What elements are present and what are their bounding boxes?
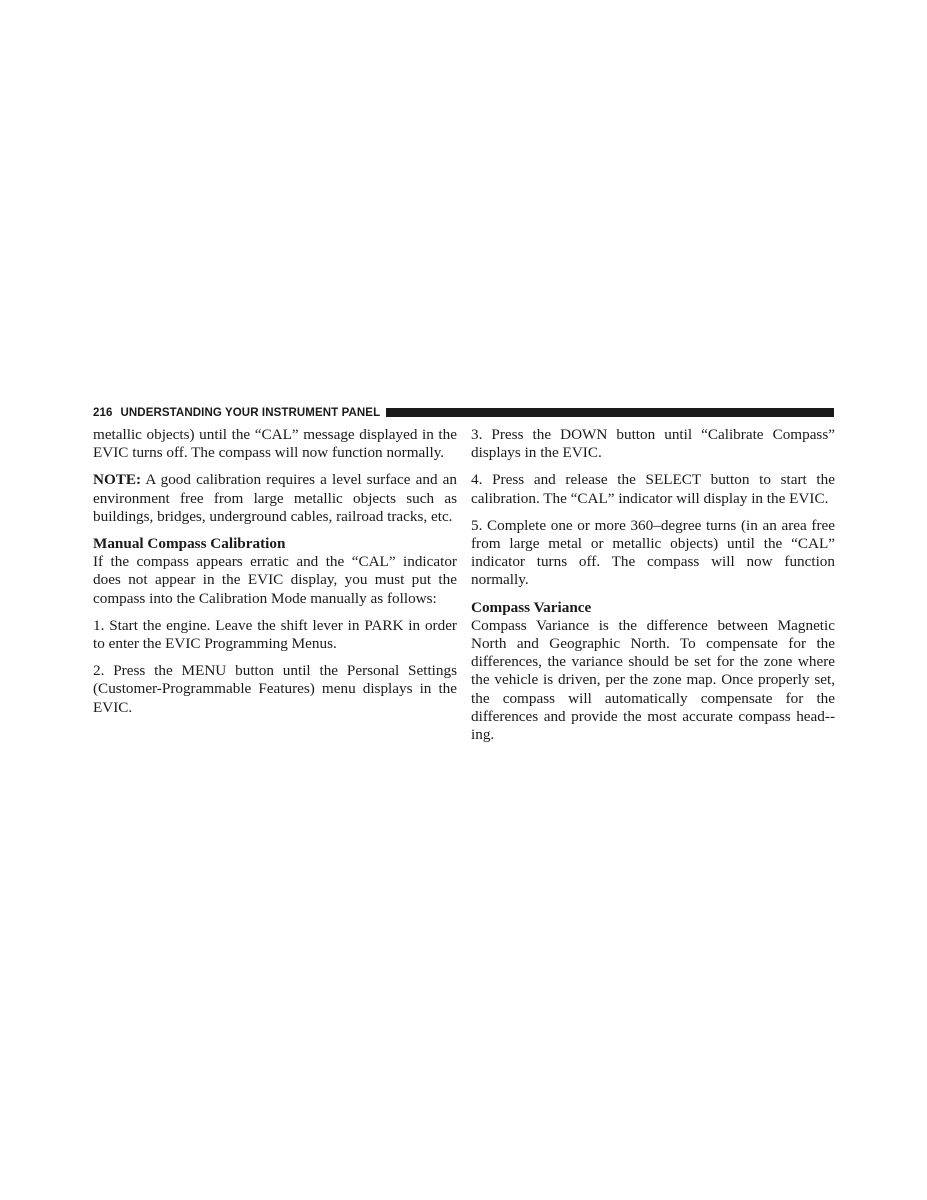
chapter-title: UNDERSTANDING YOUR INSTRUMENT PANEL (120, 406, 381, 419)
note-label: NOTE: (93, 471, 142, 489)
note-text: A good calibration requires a level surface and an environment free from large metallic objects such as buildings, bridges, underground cables, railroad tracks, etc. (93, 471, 457, 525)
right-column (471, 426, 835, 753)
step-2: 2. Press the MENU button until the Personal Settings (Customer-Programmable Features) menu displays in the EVIC. (93, 662, 457, 716)
step-3: 3. Press the DOWN button until “Calibrate Compass” displays in the EVIC. (471, 426, 835, 462)
note-paragraph (93, 471, 457, 526)
section-heading-compass-variance: Compass Variance (471, 598, 592, 616)
left-column (93, 426, 457, 726)
step-1: 1. Start the engine. Leave the shift lever in PARK in order to enter the EVIC Programming Menus. (93, 616, 457, 653)
step-5: 5. Complete one or more 360–degree turns (in an area free from large metal or metallic objects) until the “CAL” indicator turns off. The compass will now function normally. (471, 516, 835, 589)
paragraph-compass-variance: Compass Variance is the difference between Magnetic North and Geographic North. To compensate for the differences, the variance should be set for the zone where the vehicle is driven, per the zone map. Once properly set, the compass will automatically compensate for the differences and provide the most accurate compass head-ing. (471, 616, 835, 744)
page-number: 216 (93, 406, 113, 419)
page-header (93, 405, 834, 420)
header-rule (386, 408, 834, 417)
paragraph-manual-calibration: If the compass appears erratic and the “CAL” indicator does not appear in the EVIC display, you must put the compass into the Calibration Mode manually as follows: (93, 553, 457, 607)
section-heading-manual-calibration: Manual Compass Calibration (93, 535, 286, 553)
step-4: 4. Press and release the SELECT button to start the calibration. The “CAL” indicator will display in the EVIC. (471, 471, 835, 507)
paragraph-continuation: metallic objects) until the “CAL” message displayed in the EVIC turns off. The compass will now function normally. (93, 426, 457, 462)
